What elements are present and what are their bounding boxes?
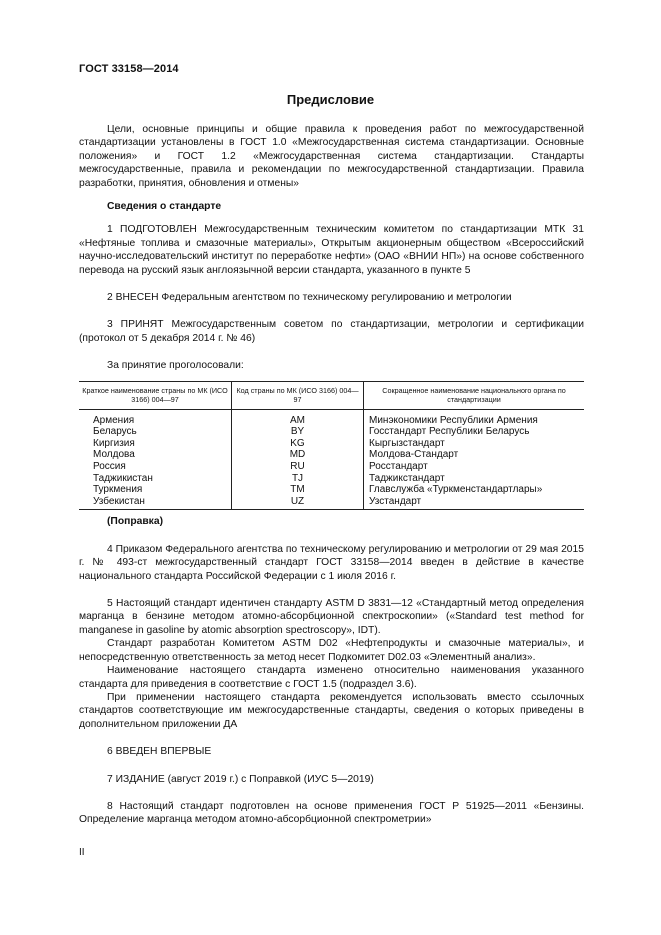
- item-5: 5 Настоящий стандарт идентичен стандарту ASTM D 3831—12 «Стандартный метод определения марганца в бензине методом атомно-абсорбционной спектроскопии» («Standard test method for manganese in gasoline by atomic absorption spectroscopy», IDT).: [79, 598, 584, 636]
- page-title: Предисловие: [286, 92, 375, 107]
- amendment-note: (Поправка): [107, 516, 163, 528]
- item-1: 1 ПОДГОТОВЛЕН Межгосударственным техническим комитетом по стандартизации МТК 31 «Нефтяные топлива и смазочные материалы», Открытым акционерным обществом «Всероссийский научно-исследовательский институт по переработке нефти» (ОАО «ВНИИ НП») на основе собственного перевода на русский язык англоязычной версии стандарта, указанного в пункте 5: [79, 224, 584, 276]
- table-row: [79, 496, 584, 510]
- country-name: Киргизия: [93, 437, 135, 449]
- country-name: Россия: [93, 461, 126, 473]
- country-code: TM: [232, 484, 364, 496]
- document-code: ГОСТ 33158—2014: [79, 63, 179, 75]
- standards-body: Таджикстандарт: [364, 473, 585, 485]
- country-code: MD: [232, 449, 364, 461]
- table-header-country: Краткое наименование страны по МК (ИСО 3166) 004—97: [79, 381, 232, 409]
- standards-body: Росстандарт: [364, 461, 585, 473]
- page-number: II: [79, 847, 85, 858]
- standards-body: Главслужба «Туркменстандартлары»: [364, 484, 585, 496]
- country-name: Молдова: [93, 449, 135, 461]
- table-row: [79, 473, 584, 485]
- table-header-row: [79, 381, 584, 409]
- voting-table: [79, 381, 584, 511]
- country-name: Армения: [93, 414, 135, 426]
- standards-body: Минэкономики Республики Армения: [364, 409, 585, 426]
- country-code: KG: [232, 438, 364, 450]
- voted-label: За принятие проголосовали:: [107, 360, 244, 372]
- item-5-name-change: Наименование настоящего стандарта изменено относительно наименования указанного стандарта для приведения в соответствие с ГОСТ 1.5 (подраздел 3.6).: [79, 665, 584, 690]
- country-name: Узбекистан: [79, 496, 232, 510]
- preface-body: [79, 123, 584, 827]
- item-2: 2 ВНЕСЕН Федеральным агентством по техническому регулированию и метрологии: [107, 292, 512, 304]
- country-name: Беларусь: [93, 426, 137, 438]
- country-code: TJ: [232, 473, 364, 485]
- section-heading: Сведения о стандарте: [107, 201, 222, 213]
- item-5-developer: Стандарт разработан Комитетом ASTM D02 «Нефтепродукты и смазочные материалы», и непосредственную ответственность за метод несет Подкомитет D02.03 «Элементный анализ».: [79, 638, 584, 663]
- item-6: 6 ВВЕДЕН ВПЕРВЫЕ: [107, 746, 212, 758]
- table-header-body: Сокращенное наименование национального органа по стандартизации: [364, 381, 585, 409]
- item-3: 3 ПРИНЯТ Межгосударственным советом по стандартизации, метрологии и сертификации (протокол от 5 декабря 2014 г. № 46): [79, 319, 584, 344]
- standards-body: Кыргызстандарт: [364, 438, 585, 450]
- country-name: Туркмения: [93, 484, 143, 496]
- country-code: AM: [232, 409, 364, 426]
- table-row: [79, 484, 584, 496]
- table-row: [79, 438, 584, 450]
- item-5-references: При применении настоящего стандарта рекомендуется использовать вместо ссылочных стандартов соответствующие им межгосударственные стандарты, сведения о которых приведены в дополнительном приложении ДА: [79, 691, 584, 730]
- item-8: 8 Настоящий стандарт подготовлен на основе применения ГОСТ Р 51925—2011 «Бензины. Определение марганца методом атомно-абсорбционной спектрометрии»: [79, 800, 584, 826]
- table-row: [79, 449, 584, 461]
- country-code: RU: [232, 461, 364, 473]
- country-code: BY: [232, 426, 364, 438]
- table-row: [79, 409, 584, 426]
- standards-body: Узстандарт: [364, 496, 585, 510]
- table-header-code: Код страны по МК (ИСО 3166) 004—97: [232, 381, 364, 409]
- standards-body: Молдова-Стандарт: [364, 449, 585, 461]
- table-row: [79, 426, 584, 438]
- standards-body: Госстандарт Республики Беларусь: [364, 426, 585, 438]
- item-7: 7 ИЗДАНИЕ (август 2019 г.) с Поправкой (ИУС 5—2019): [107, 773, 374, 785]
- table-row: [79, 461, 584, 473]
- item-4: 4 Приказом Федерального агентства по техническому регулированию и метрологии от 29 мая 2015 г. № 493-ст межгосударственный стандарт ГОСТ 33158—2014 введен в действие в качестве национального стандарта Российской Федерации с 1 июля 2016 г.: [79, 543, 584, 582]
- country-name: Таджикистан: [93, 472, 153, 484]
- intro-paragraph: Цели, основные принципы и общие правила к проведения работ по межгосударственной стандартизации установлены в ГОСТ 1.0 «Межгосударственная система стандартизации. Основные положения» и ГОСТ 1.2 «Межгосударственная система стандартизации. Стандарты межгосударственные, правила и рекомендации по межгосударственной стандартизации. Правила разработки, принятия, обновления и отмены»: [79, 124, 584, 189]
- country-code: UZ: [232, 496, 364, 510]
